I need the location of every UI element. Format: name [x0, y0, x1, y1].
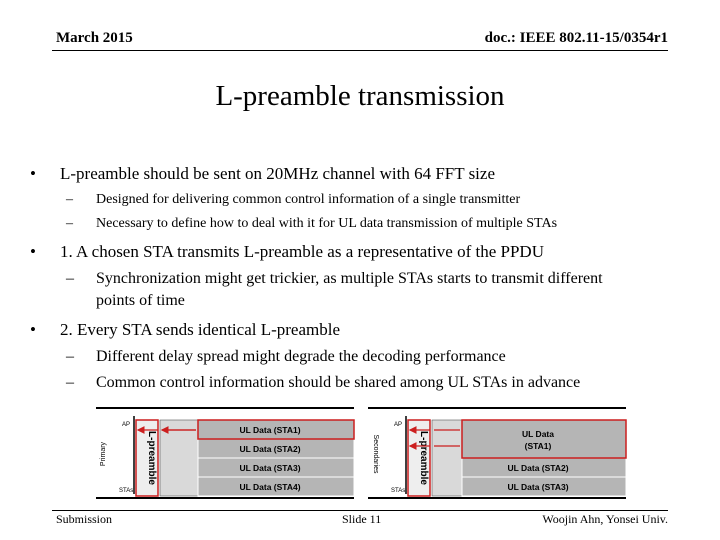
stas-label: STAs: [391, 488, 406, 494]
bullet-1-text: L-preamble should be sent on 20MHz channel with 64 FFT size: [60, 164, 495, 183]
header-date: March 2015: [56, 30, 133, 46]
bullet-dot: •: [30, 320, 36, 339]
bullet-2-sub-1-text: Synchronization might get trickier, as multiple STAs starts to transmit different: [96, 270, 603, 287]
row-label: UL Data: [522, 429, 554, 439]
row-label: UL Data (STA1): [239, 425, 301, 435]
stas-label: STAs: [119, 488, 134, 494]
ap-label: AP: [122, 422, 131, 428]
footer-author: Woojin Ahn, Yonsei Univ.: [542, 512, 668, 526]
bullet-3-text: 2. Every STA sends identical L-preamble: [60, 320, 341, 339]
figure-secondary-svg: [364, 406, 630, 500]
figure-secondary-channel: [364, 406, 630, 500]
bullet-dot: •: [30, 164, 36, 183]
guard-column: [160, 420, 198, 496]
header-doc-id: doc.: IEEE 802.11-15/0354r1: [484, 30, 668, 46]
bullet-3-sub-2-text: Common control information should be shared among UL STAs in advance: [96, 374, 581, 391]
row-label: UL Data (STA3): [507, 482, 569, 492]
row-label: (STA1): [524, 441, 552, 451]
row-label: UL Data (STA2): [239, 444, 301, 454]
row-label: UL Data (STA2): [507, 463, 569, 473]
bullet-1-sub-2-text: Necessary to define how to deal with it for UL data transmission of multiple STAs: [96, 216, 558, 231]
ul-data-cell: [462, 420, 626, 458]
bullet-1-sub-1-text: Designed for delivering common control information of a single transmitter: [96, 192, 521, 207]
bullet-2-text: 1. A chosen STA transmits L-preamble as a representative of the PPDU: [60, 242, 544, 261]
secondaries-label: Secondaries: [372, 434, 379, 474]
footer-slide-number: Slide 11: [342, 512, 382, 526]
slide-title: L-preamble transmission: [215, 80, 505, 112]
bullet-dot: •: [30, 242, 36, 261]
bullet-3-sub-1-text: Different delay spread might degrade the decoding performance: [96, 348, 506, 365]
l-preamble-label: L-preamble: [418, 431, 429, 485]
guard-column: [432, 420, 462, 496]
l-preamble-label: L-preamble: [146, 431, 157, 485]
primary-label: Primary: [100, 441, 107, 467]
ap-label: AP: [394, 422, 403, 428]
footer-divider: [52, 510, 668, 511]
header-divider: [52, 50, 668, 51]
row-label: UL Data (STA4): [239, 482, 301, 492]
figure-primary-svg: [92, 406, 358, 500]
footer-submission: Submission: [56, 512, 113, 526]
bullet-2-sub-1-text-cont: points of time: [96, 292, 185, 309]
row-label: UL Data (STA3): [239, 463, 301, 473]
figure-primary-channel: [92, 406, 358, 500]
